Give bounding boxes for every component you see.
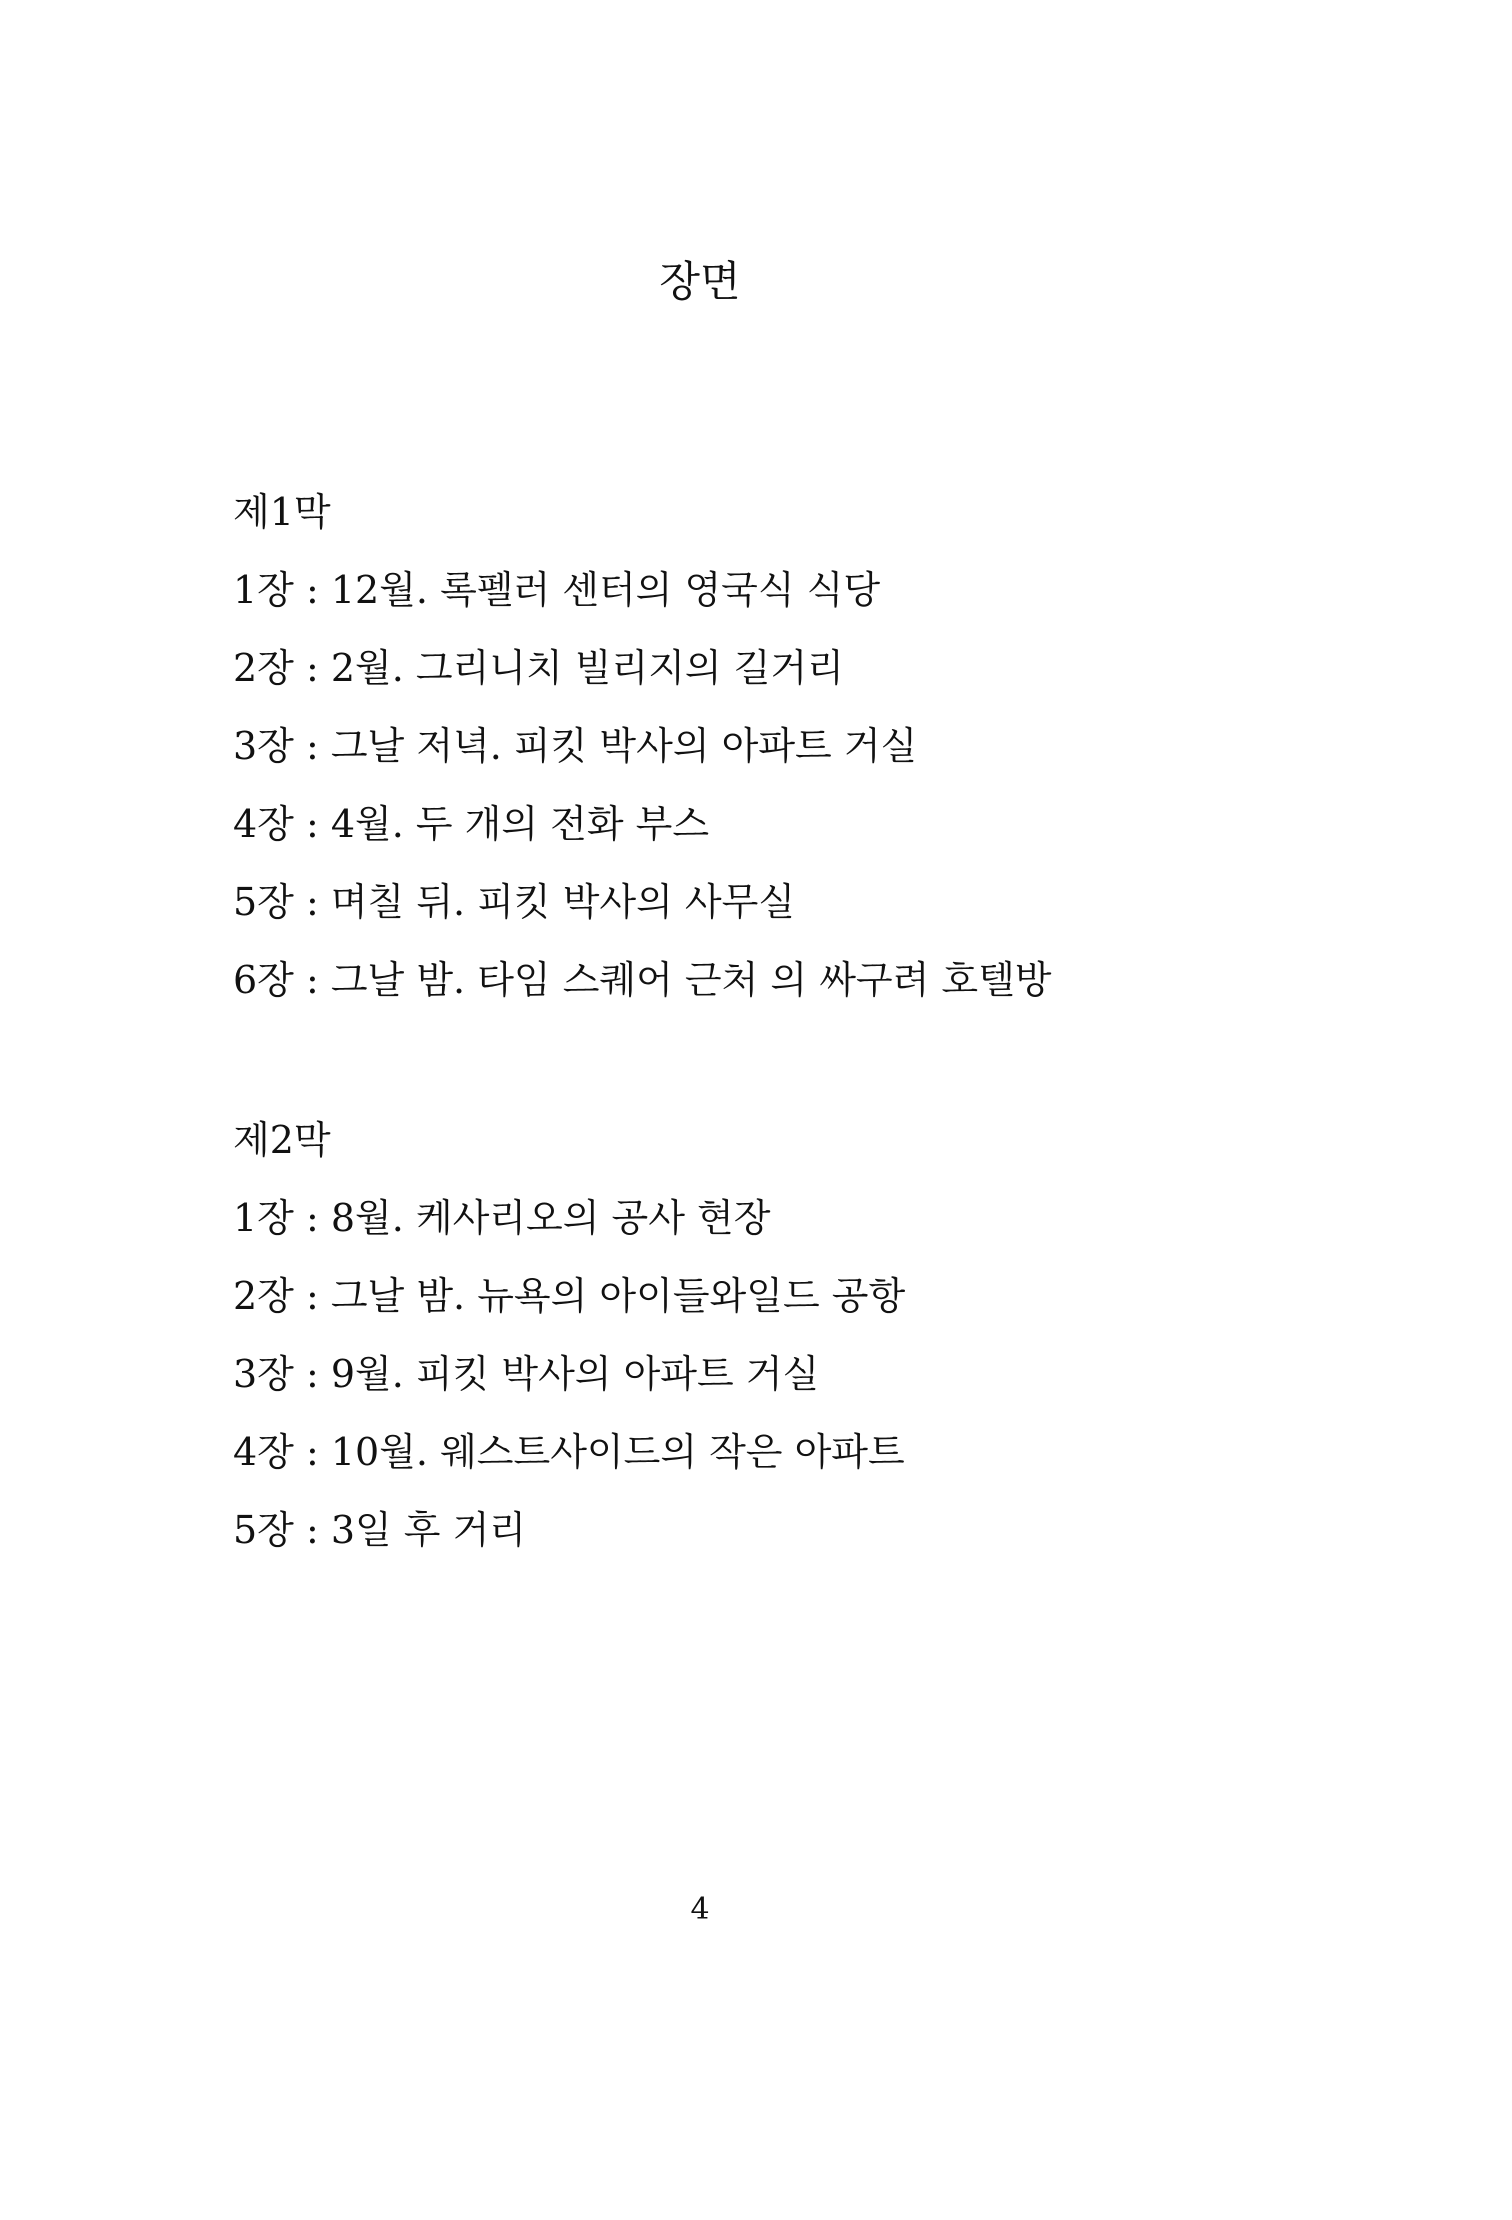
page-number: 4 xyxy=(690,1892,710,1927)
page-title: 장면 xyxy=(659,257,741,306)
scene-item: 2장 : 2월. 그리니치 빌리지의 길거리 xyxy=(233,646,844,690)
scene-item: 4장 : 10월. 웨스트사이드의 작은 아파트 xyxy=(233,1430,905,1474)
act-1 xyxy=(233,488,1433,1034)
scene-item: 5장 : 3일 후 거리 xyxy=(233,1508,527,1552)
scene-item: 3장 : 그날 저녁. 피킷 박사의 아파트 거실 xyxy=(233,724,918,768)
scene-item: 1장 : 12월. 록펠러 센터의 영국식 식당 xyxy=(233,568,881,612)
scene-item: 4장 : 4월. 두 개의 전화 부스 xyxy=(233,802,710,846)
scene-list xyxy=(233,1194,1433,1584)
scene-item: 5장 : 며칠 뒤. 피킷 박사의 사무실 xyxy=(233,880,796,924)
scene-item: 2장 : 그날 밤. 뉴욕의 아이들와일드 공항 xyxy=(233,1274,906,1318)
scene-item: 6장 : 그날 밤. 타임 스퀘어 근처 의 싸구려 호텔방 xyxy=(233,958,1052,1002)
scene-item: 1장 : 8월. 케사리오의 공사 현장 xyxy=(233,1196,771,1240)
scene-item: 3장 : 9월. 피킷 박사의 아파트 거실 xyxy=(233,1352,820,1396)
scene-list xyxy=(233,566,1433,1034)
act-2 xyxy=(233,1116,1433,1584)
act-heading: 제2막 xyxy=(233,1118,331,1162)
act-heading: 제1막 xyxy=(233,490,331,534)
